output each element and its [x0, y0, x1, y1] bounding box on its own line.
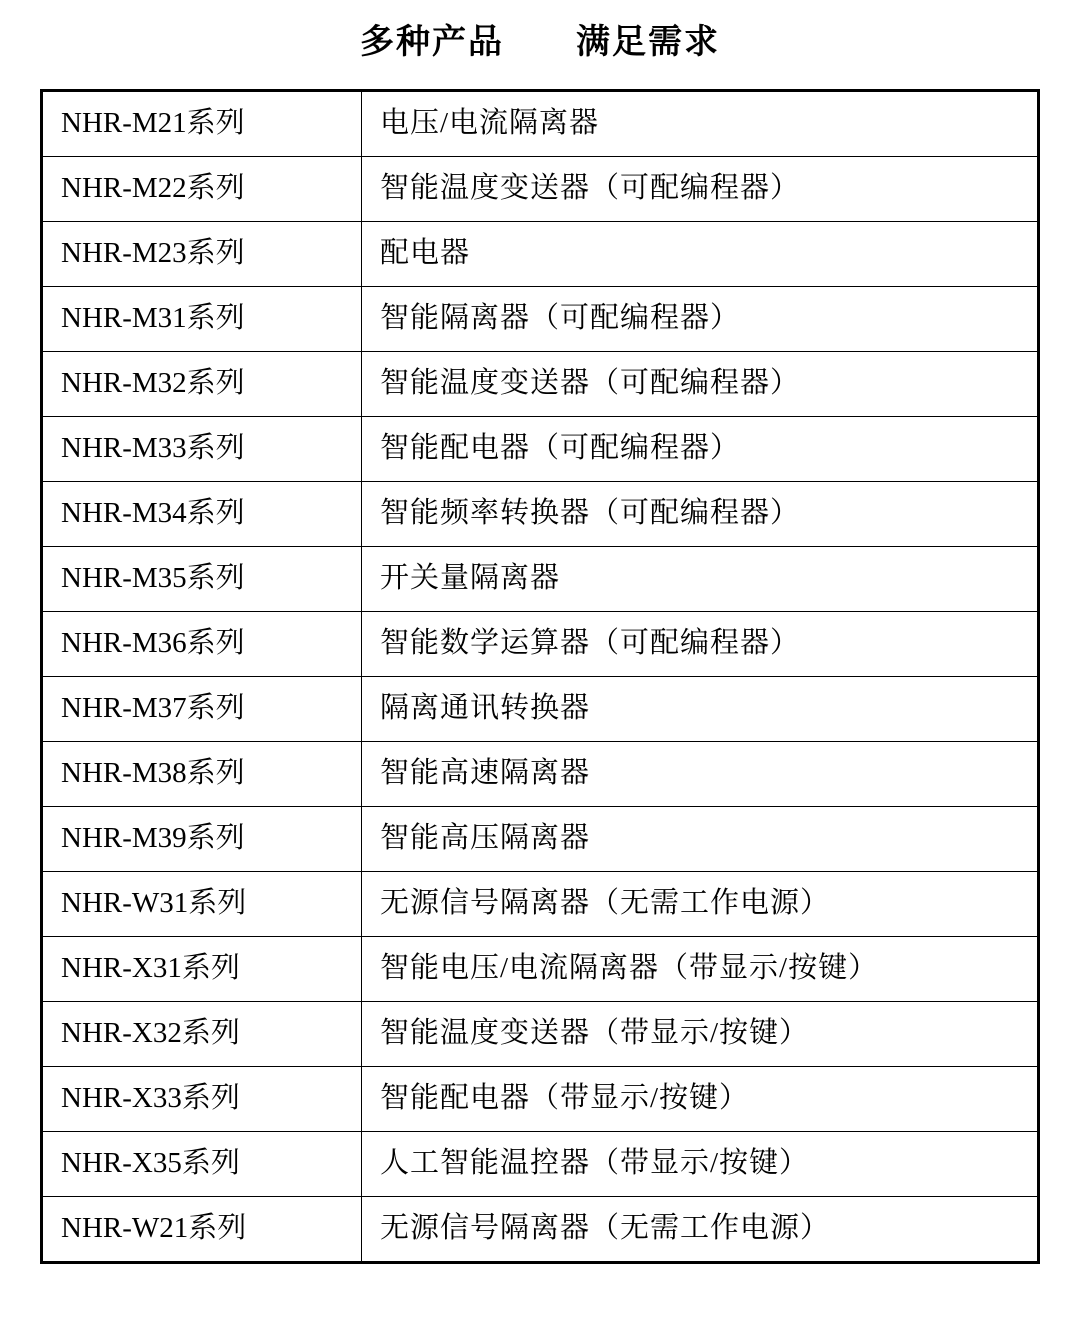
product-description: 开关量隔离器 [362, 546, 1039, 611]
product-description: 隔离通讯转换器 [362, 676, 1039, 741]
table-row [42, 936, 1039, 1001]
product-description: 智能配电器（可配编程器） [362, 416, 1039, 481]
table-row [42, 416, 1039, 481]
product-description: 智能温度变送器（可配编程器） [362, 156, 1039, 221]
product-description: 智能温度变送器（可配编程器） [362, 351, 1039, 416]
product-model: NHR-M36系列 [42, 611, 362, 676]
table-row [42, 351, 1039, 416]
table-row [42, 286, 1039, 351]
document-page [0, 22, 1080, 1328]
product-model: NHR-M38系列 [42, 741, 362, 806]
page-title: 多种产品 满足需求 [360, 23, 720, 61]
table-row [42, 871, 1039, 936]
product-description: 电压/电流隔离器 [362, 90, 1039, 156]
table-row [42, 741, 1039, 806]
product-table-body [42, 90, 1039, 1262]
product-description: 智能配电器（带显示/按键） [362, 1066, 1039, 1131]
table-row [42, 1066, 1039, 1131]
table-row [42, 221, 1039, 286]
product-table-container [40, 89, 1040, 1264]
product-description: 智能高速隔离器 [362, 741, 1039, 806]
table-row [42, 611, 1039, 676]
product-description: 智能隔离器（可配编程器） [362, 286, 1039, 351]
product-description: 配电器 [362, 221, 1039, 286]
product-model: NHR-X31系列 [42, 936, 362, 1001]
product-model: NHR-X35系列 [42, 1131, 362, 1196]
table-row [42, 806, 1039, 871]
product-model: NHR-M33系列 [42, 416, 362, 481]
table-row [42, 156, 1039, 221]
table-row [42, 481, 1039, 546]
product-description: 智能高压隔离器 [362, 806, 1039, 871]
product-model: NHR-X32系列 [42, 1001, 362, 1066]
product-model: NHR-W31系列 [42, 871, 362, 936]
product-model: NHR-M37系列 [42, 676, 362, 741]
product-table [40, 89, 1040, 1264]
table-row [42, 1001, 1039, 1066]
product-description: 人工智能温控器（带显示/按键） [362, 1131, 1039, 1196]
product-description: 无源信号隔离器（无需工作电源） [362, 871, 1039, 936]
product-model: NHR-X33系列 [42, 1066, 362, 1131]
table-row [42, 1196, 1039, 1262]
product-model: NHR-M32系列 [42, 351, 362, 416]
table-row [42, 1131, 1039, 1196]
product-model: NHR-M34系列 [42, 481, 362, 546]
product-model: NHR-M23系列 [42, 221, 362, 286]
product-model: NHR-M31系列 [42, 286, 362, 351]
table-row [42, 546, 1039, 611]
product-description: 无源信号隔离器（无需工作电源） [362, 1196, 1039, 1262]
product-model: NHR-M35系列 [42, 546, 362, 611]
table-row [42, 676, 1039, 741]
table-row [42, 90, 1039, 156]
product-description: 智能频率转换器（可配编程器） [362, 481, 1039, 546]
product-model: NHR-M39系列 [42, 806, 362, 871]
product-model: NHR-M22系列 [42, 156, 362, 221]
product-model: NHR-M21系列 [42, 90, 362, 156]
product-description: 智能数学运算器（可配编程器） [362, 611, 1039, 676]
product-description: 智能电压/电流隔离器（带显示/按键） [362, 936, 1039, 1001]
product-model: NHR-W21系列 [42, 1196, 362, 1262]
product-description: 智能温度变送器（带显示/按键） [362, 1001, 1039, 1066]
